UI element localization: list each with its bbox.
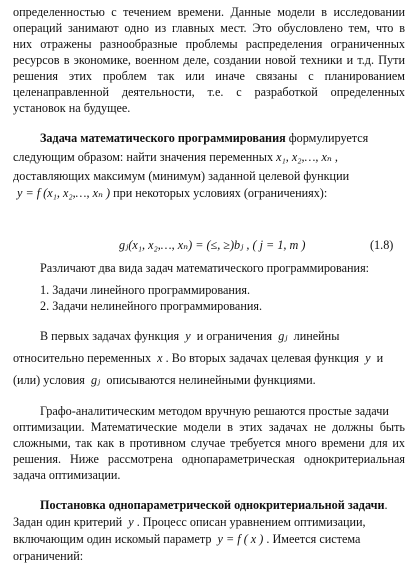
kinds-intro: Различают два вида задач математического программирования: [40, 261, 370, 275]
equation-expression: gⱼ(x₁, x₂,…, xₙ) = (≤, ≥)bⱼ , ( j = 1, m ) [119, 238, 306, 252]
para2-l1b: и ограничения [196, 329, 273, 343]
task-line-4 [17, 186, 327, 201]
section-heading: Постановка однопараметрической однокритериальной задачи [40, 498, 385, 512]
section-l3b: . Имеется система [266, 532, 361, 546]
equation-number: (1.8) [370, 238, 394, 252]
section-line-2 [13, 515, 366, 530]
section-heading-dot: . [384, 498, 388, 512]
para2-line-2 [13, 351, 383, 366]
para3-line-5: задача оптимизации. [13, 468, 121, 482]
task-variables: x₁, x₂,…, xₙ , [276, 150, 338, 164]
para2-l2a: относительно переменных [13, 351, 152, 365]
section-y: y [128, 515, 134, 529]
task-line-2-text: следующим образом: найти значения переменных [13, 150, 274, 164]
section-func: y = f ( x ) [217, 532, 264, 546]
kinds-item-2: 2. Задачи нелинейного программирования. [40, 299, 263, 313]
intro-line-1: определенностью с течением времени. Данные модели в исследовании [13, 5, 405, 19]
task-term: Задача математического программирования [40, 131, 286, 145]
section-line-4: ограничений: [13, 549, 84, 563]
para3-line-4: решения. Ниже рассмотрена однопараметрическая однокритериальная [13, 452, 405, 466]
task-line-1 [40, 131, 368, 146]
para2-l2c: и [376, 351, 384, 365]
intro-line-7: установок на будущее. [13, 101, 131, 115]
task-function: y = f (x₁, x₂,…, xₙ ) [17, 186, 111, 200]
intro-line-5: решения этих проблем так или иначе связаны с планированием [13, 69, 405, 83]
para2-l2b: . Во вторых задачах целевая функция [165, 351, 359, 365]
para3-line-1: Графо-аналитическим методом вручную решаются простые задачи [40, 404, 389, 418]
para2-line-1 [40, 329, 339, 344]
intro-line-3: них отражены разнообразные проблемы распределения ограниченных [13, 37, 405, 51]
section-l2a: Задан один критерий [13, 515, 123, 529]
section-line-3 [13, 532, 360, 547]
para2-line-3 [13, 373, 316, 388]
task-line-3: доставляющих максимум (минимум) заданной целевой функции [13, 169, 350, 183]
section-heading-line [40, 498, 388, 513]
para2-l1c: линейны [293, 329, 340, 343]
para3-line-3: сложными, так как в противном случае требуется много времени для их [13, 436, 405, 450]
task-line-4-rest: при некоторых условиях (ограничениях): [113, 186, 328, 200]
intro-line-2: операций занимают одно из главных мест. Это обусловлено тем, что в [13, 21, 405, 35]
para2-l3b: описываются нелинейными функциями. [106, 373, 316, 387]
intro-line-4: ресурсов в экономике, военном деле, создании новой техники и т.д. Пути [13, 53, 405, 67]
para2-y1: y [185, 329, 191, 343]
para2-x1: x [157, 351, 163, 365]
para2-l1a: В первых задачах функция [40, 329, 180, 343]
section-l3a: включающим один искомый параметр [13, 532, 212, 546]
para2-g2: gⱼ [90, 373, 101, 387]
para2-l3a: (или) условия [13, 373, 85, 387]
para2-g1: gⱼ [278, 329, 288, 343]
para2-y2: y [365, 351, 371, 365]
kinds-item-1: 1. Задачи линейного программирования. [40, 283, 251, 297]
section-l2b: . Процесс описан уравнением оптимизации, [136, 515, 366, 529]
task-line-1-rest: формулируется [288, 131, 369, 145]
para3-line-2: оптимизации. Математические модели в этих задачах не должны быть [13, 420, 405, 434]
intro-line-6: целенаправленной деятельности, т.е. с разработкой определенных [13, 85, 405, 99]
task-line-2 [13, 150, 338, 165]
